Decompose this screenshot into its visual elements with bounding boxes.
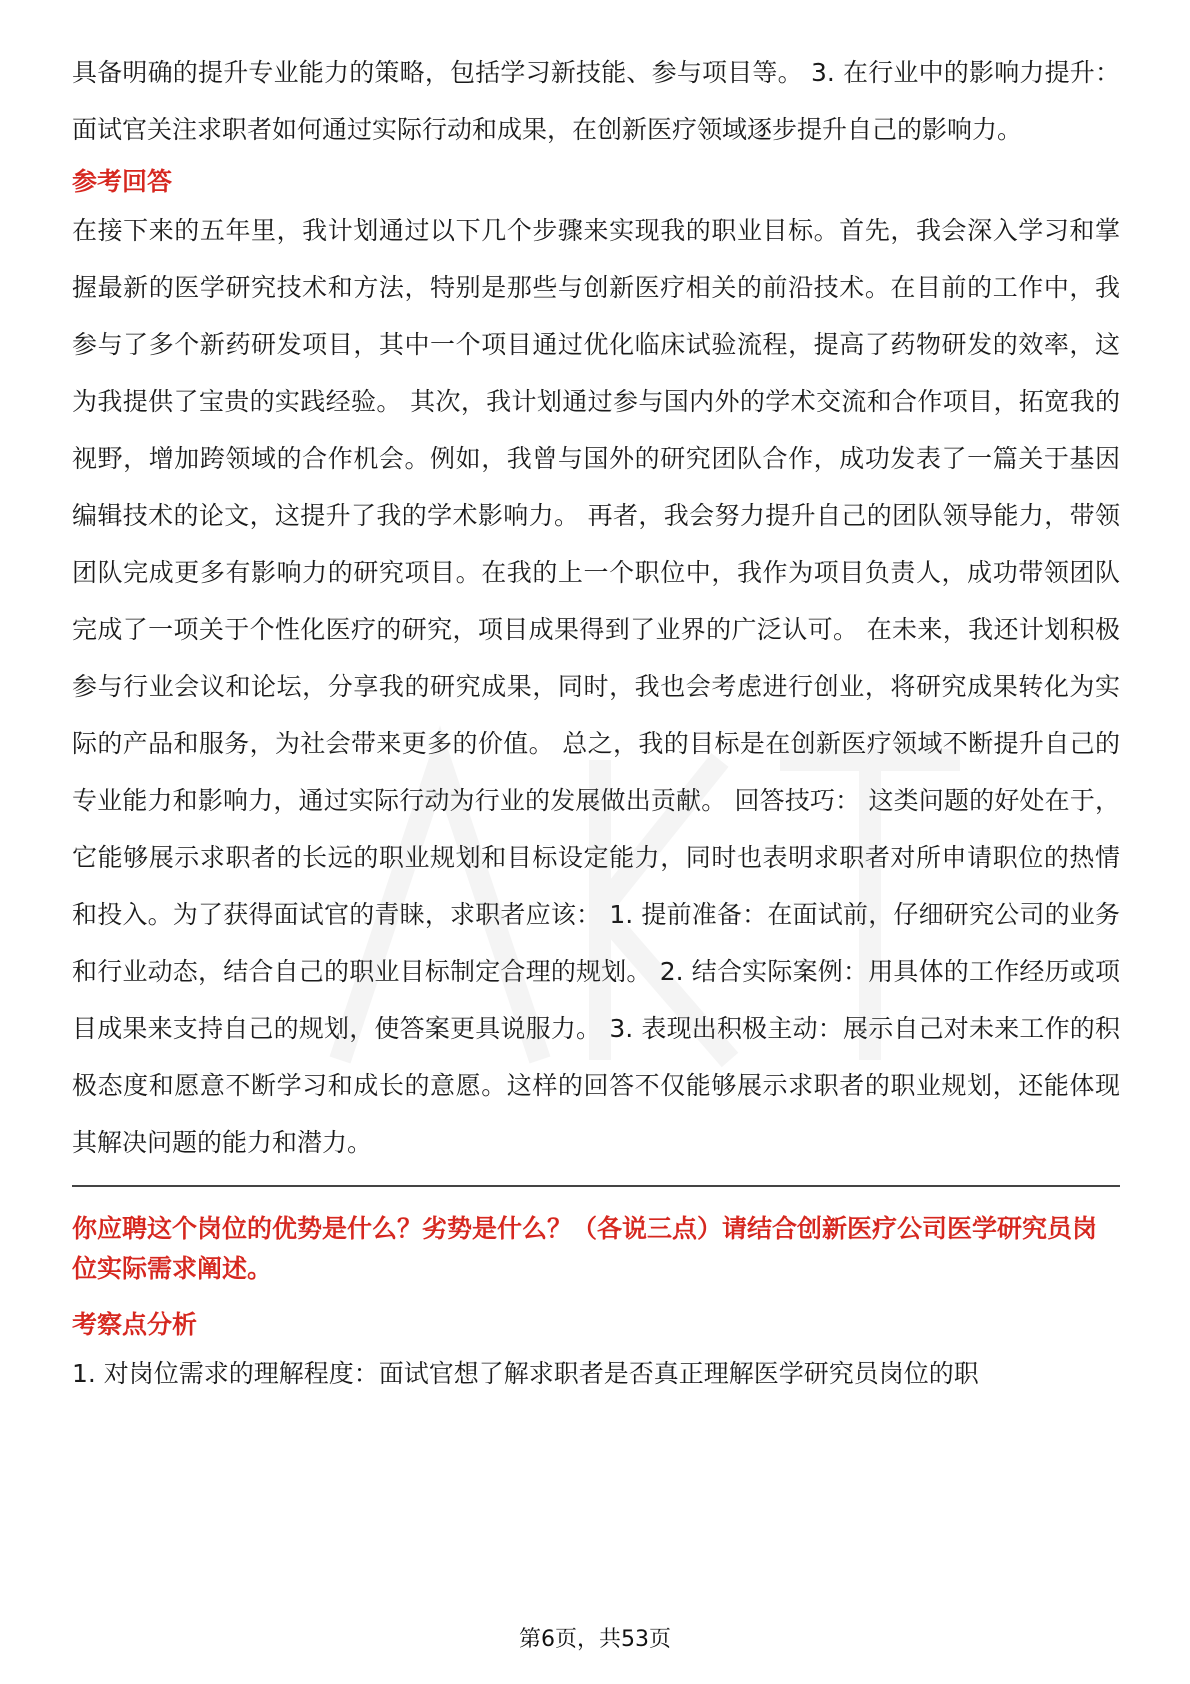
intro-paragraph: 具备明确的提升专业能力的策略，包括学习新技能、参与项目等。 3. 在行业中的影响力提升：面试官关注求职者如何通过实际行动和成果，在创新医疗领域逐步提升自己的影响力。 bbox=[72, 58, 1120, 144]
page-footer: 第6页，共53页 bbox=[519, 1627, 671, 1652]
analysis-heading: 考察点分析 bbox=[72, 1310, 198, 1339]
question-heading: 你应聘这个岗位的优势是什么？劣势是什么？（各说三点）请结合创新医疗公司医学研究员岗位实际需求阐述。 bbox=[72, 1214, 1098, 1283]
section-divider bbox=[72, 1185, 1120, 1187]
document-page bbox=[72, 44, 1120, 1402]
reference-answer-heading: 参考回答 bbox=[72, 167, 173, 196]
reference-answer-text: 在接下来的五年里，我计划通过以下几个步骤来实现我的职业目标。首先，我会深入学习和掌握最新的医学研究技术和方法，特别是那些与创新医疗相关的前沿技术。在目前的工作中，我参与了多个新药研发项目，其中一个项目通过优化临床试验流程，提高了药物研发的效率，这为我提供了宝贵的实践经验。 其次，我计划通过参与国内外的学术交流和合作项目，拓宽我的视野，增加跨领域的合作机会。例如，我曾与国外的研究团队合作，成功发表了一篇关于基因编辑技术的论文，这提升了我的学术影响力。 再者，我会努力提升自己的团队领导能力，带领团队完成更多有影响力的研究项目。在我的上一个职位中，我作为项目负责人，成功带领团队完成了一项关于个性化医疗的研究，项目成果得到了业界的广泛认可。 在未来，我还计划积极参与行业会议和论坛，分享我的研究成果，同时，我也会考虑进行创业，将研究成果转化为实际的产品和服务，为社会带来更多的价值。 总之，我的目标是在创新医疗领域不断提升自己的专业能力和影响力，通过实际行动为行业的发展做出贡献。 回答技巧： 这类问题的好处在于，它能够展示求职者的长远的职业规划和目标设定能力，同时也表明求职者对所申请职位的热情和投入。为了获得面试官的青睐，求职者应该： 1. 提前准备：在面试前，仔细研究公司的业务和行业动态，结合自己的职业目标制定合理的规划。 2. 结合实际案例：用具体的工作经历或项目成果来支持自己的规划，使答案更具说服力。 3. 表现出积极主动：展示自己对未来工作的积极态度和愿意不断学习和成长的意愿。这样的回答不仅能够展示求职者的职业规划，还能体现其解决问题的能力和潜力。 bbox=[72, 216, 1120, 1157]
analysis-text: 1. 对岗位需求的理解程度：面试官想了解求职者是否真正理解医学研究员岗位的职 bbox=[72, 1359, 979, 1388]
